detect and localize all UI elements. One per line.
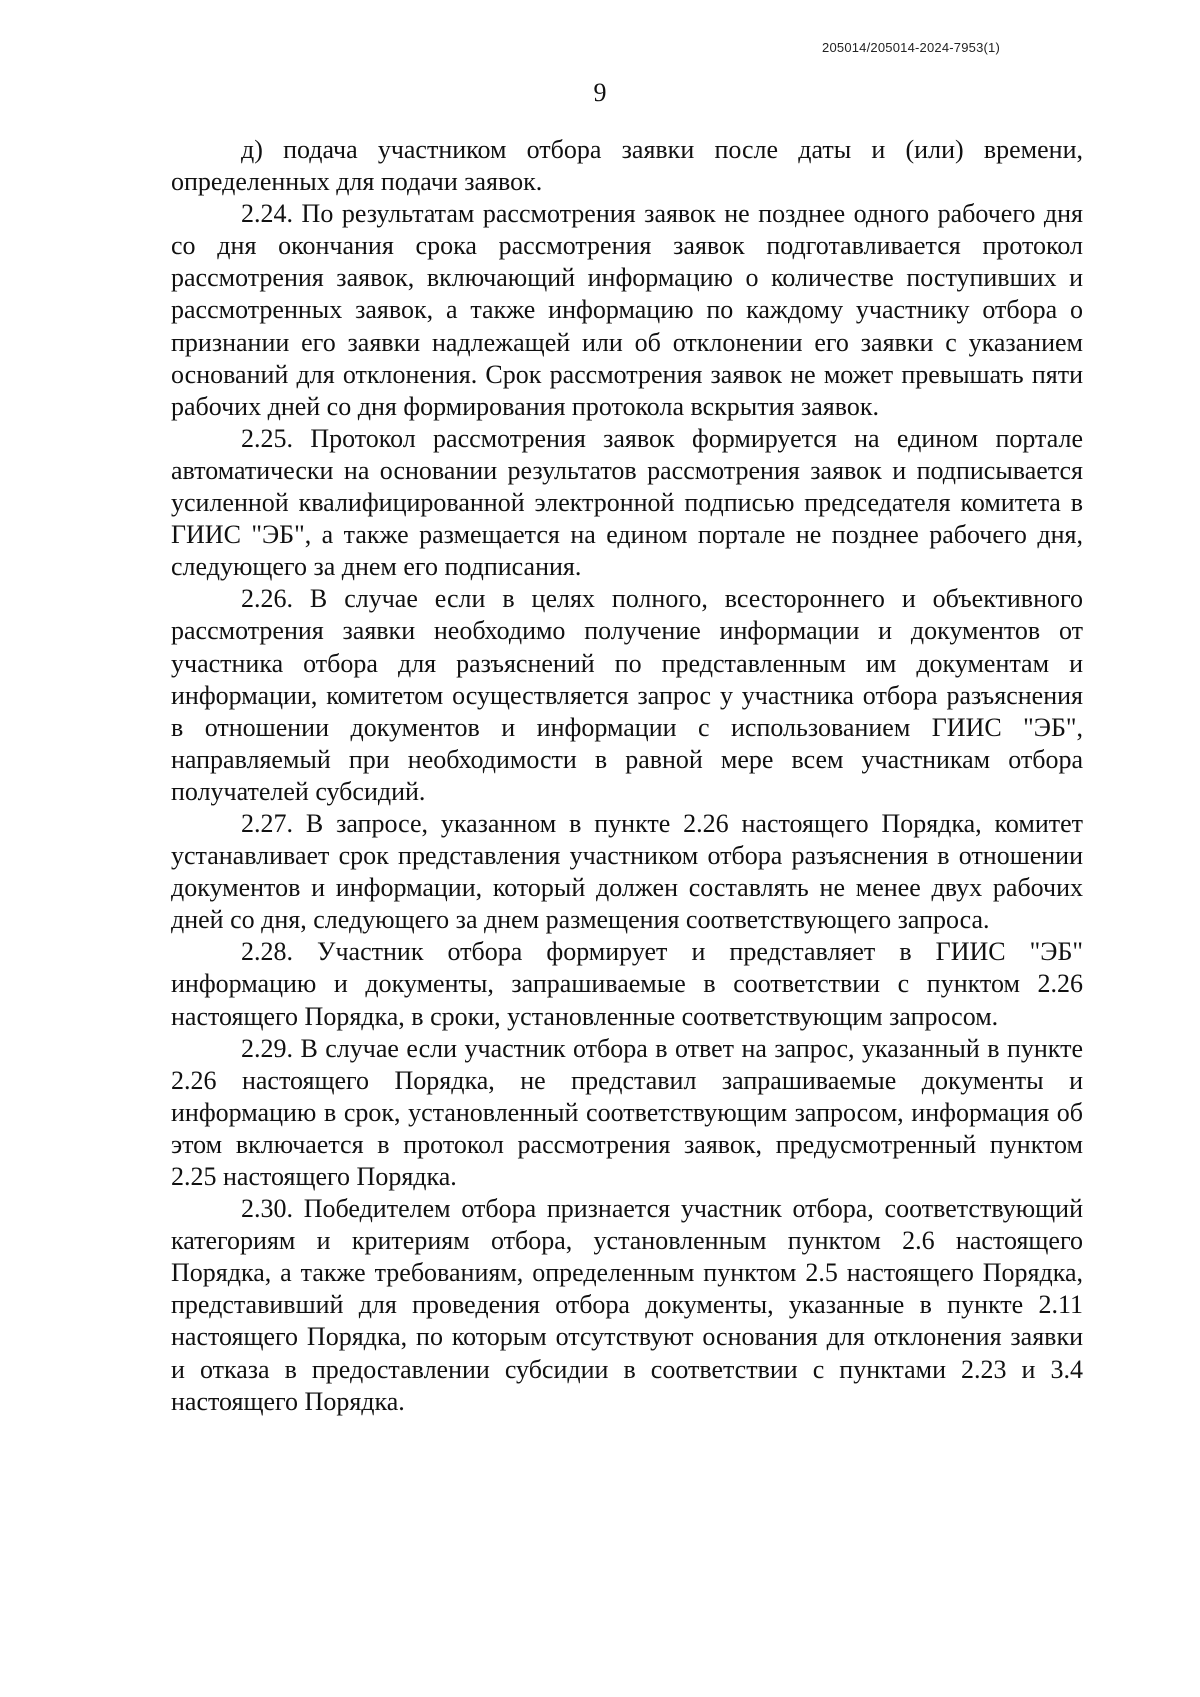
document-body	[171, 134, 1083, 1418]
paragraph-2-27: 2.27. В запросе, указанном в пункте 2.26 настоящего Порядка, комитет устанавливает срок представления участником отбора разъяснения в отношении документов и информации, который должен составлять не менее двух рабочих дней со дня, следующего за днем размещения соответствующего запроса.	[171, 808, 1083, 935]
paragraph-2-25: 2.25. Протокол рассмотрения заявок формируется на едином портале автоматически на основании результатов рассмотрения заявок и подписывается усиленной квалифицированной электронной подписью председателя комитета в ГИИС "ЭБ", а также размещается на едином портале не позднее рабочего дня, следующего за днем его подписания.	[171, 423, 1083, 582]
paragraph-2-28: 2.28. Участник отбора формирует и представляет в ГИИС "ЭБ" информацию и документы, запрашиваемые в соответствии с пунктом 2.26 настоящего Порядка, в сроки, установленные соответствующим запросом.	[171, 937, 1083, 1031]
page-number: 9	[593, 78, 607, 107]
paragraph-2-29: 2.29. В случае если участник отбора в ответ на запрос, указанный в пункте 2.26 настоящего Порядка, не представил запрашиваемые документы и информацию в срок, установленный соответствующим запросом, информация об этом включается в протокол рассмотрения заявок, предусмотренный пунктом 2.25 настоящего Порядка.	[171, 1033, 1083, 1191]
paragraph-2-24: 2.24. По результатам рассмотрения заявок не позднее одного рабочего дня со дня окончания срока рассмотрения заявок подготавливается протокол рассмотрения заявок, включающий информацию о количестве поступивших и рассмотренных заявок, а также информацию по каждому участнику отбора о признании его заявки надлежащей или об отклонении его заявки с указанием оснований для отклонения. Срок рассмотрения заявок не может превышать пяти рабочих дней со дня формирования протокола вскрытия заявок.	[171, 199, 1083, 421]
document-id: 205014/205014-2024-7953(1)	[822, 40, 1000, 55]
paragraph-2-30: 2.30. Победителем отбора признается участник отбора, соответствующий категориям и критериям отбора, установленным пунктом 2.6 настоящего Порядка, а также требованиям, определенным пунктом 2.5 настоящего Порядка, представивший для проведения отбора документы, указанные в пункте 2.11 настоящего Порядка, по которым отсутствуют основания для отклонения заявки и отказа в предоставлении субсидии в соответствии с пунктами 2.23 и 3.4 настоящего Порядка.	[171, 1194, 1083, 1416]
paragraph-d: д) подача участником отбора заявки после даты и (или) времени, определенных для подачи заявок.	[171, 135, 1083, 197]
paragraph-2-26: 2.26. В случае если в целях полного, всестороннего и объективного рассмотрения заявки необходимо получение информации и документов от участника отбора для разъяснений по представленным им документам и информации, комитетом осуществляется запрос у участника отбора разъяснения в отношении документов и информации с использованием ГИИС "ЭБ", направляемый при необходимости в равной мере всем участникам отбора получателей субсидий.	[171, 584, 1083, 806]
